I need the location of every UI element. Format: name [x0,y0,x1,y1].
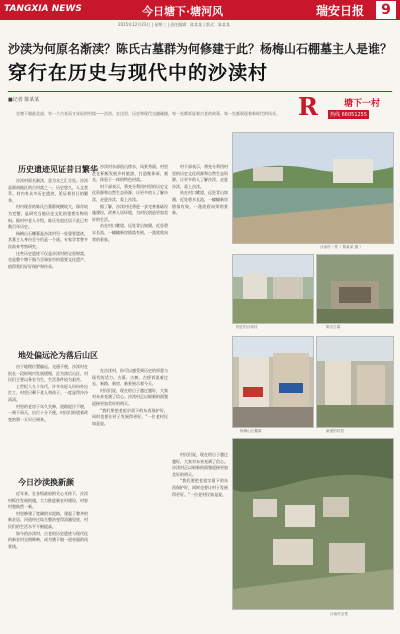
column-logo [298,92,394,122]
middle-col-1 [92,164,168,364]
photo-modern-village-image [233,255,313,323]
caption-4: 杨梅山石棚墓 [240,429,262,433]
paragraph: 村干部表示，将充分利用村里的历史文化资源和自然生态资源，让更多的人了解沙渎、走进沙渎、爱上沙渎。 [92,183,168,202]
photo-aerial-village-image [233,439,393,609]
paragraph: 杨梅山石棚墓是沙渎村另一处重要遗迹，其墓主人身份至今仍是一个谜。专家学者曾多次前来考察研究。 [8,230,88,249]
photo-new-houses [316,336,394,428]
logo-letter: R [298,92,318,121]
article-intro: 在塘下镇最北部，有一个古老而又年轻的村落——沙渎。在这里，历史和现代交融碰撞，每一处都诉说着古老的故事，每一处都展现着新时代的风采。 [16,111,280,116]
paragraph: 站在村口眺望，远处青山如黛，近处碧水长流，一幢幢新房错落有致，一派欣欣向荣的景象。 [92,223,168,242]
paragraph: 这些历史遗迹不仅是沙渎村的宝贵财富，也是整个塘下镇乃至瑞安市的重要文化遗产，值得我们好好保护和传承。 [8,250,88,269]
article-kicker: 沙渎为何原名渐渎？陈氏古墓群为何修建于此？杨梅山石棚墓主人是谁？ [8,42,393,56]
byline: ■记者 陈某某 [8,97,40,103]
article-headline: 穿行在历史与现代中的沙渎村 [8,62,269,84]
photo-new-houses-image [317,337,393,427]
section-1-col [8,178,88,346]
photo-ancient-tomb-image [317,255,393,323]
masthead-bar [0,0,400,20]
paragraph: 村里修建了宽阔的水泥路，建起了整齐的新农居，河道经过综合整治变得清澈见底，村民们的生活水平不断提高。 [8,510,88,529]
middle-col-4 [172,452,228,628]
paragraph: “我们要把老祖宗留下的东西保护好，同时也要让村子发展得更好。”一位老村民如是说。 [172,478,228,497]
section-heading-1: 历史遗迹见证昔日繁华 [18,165,98,174]
caption-3: 陈氏古墓 [326,325,341,329]
paragraph: 村干部表示，将充分利用村里的历史文化资源和自然生态资源，让更多的人了解沙渎、走进沙渎、爱上沙渎。 [172,164,228,189]
middle-col-3 [172,164,228,364]
caption-2: 现在的沙渎村 [236,325,258,329]
photo-shop-street [232,336,314,428]
paragraph: 沙渎村东部依山傍水，风景秀丽。村里正在积极发展乡村旅游，打造集休闲、观光、体验于一体的特色村落。 [92,164,168,183]
paragraph: 站在村口眺望，远处青山如黛，近处碧水长流，一幢幢新房错落有致，一派欣欣向荣的景象。 [172,190,228,216]
photo-aerial-village [232,438,394,610]
paragraph: 上世纪八九十年代，许多年轻人纷纷外出打工，村里只剩下老人和孩子，一度显得冷冷清清。 [8,383,88,402]
caption-5: 新建的村居 [326,429,344,433]
paragraph: “我们要把老祖宗留下的东西保护好，同时也要让村子发展得更好。”一位老村民如是说。 [92,407,168,426]
section-title: 今日塘下·塘河风 [142,5,224,18]
photo-ancient-tomb [316,254,394,324]
page-number: 9 [376,1,396,19]
paragraph: 村里的老房子年久失修，道路泥泞不堪，一到下雨天，出行十分不便。村民们盼望着改变的那一天早日到来。 [8,403,88,422]
site-name: TANGXIA NEWS [4,4,82,14]
logo-phone: 热线 66051255 [330,112,368,118]
section-heading-3: 今日沙渎换新颜 [18,478,74,487]
paragraph: 沙渎村原名渐渎，意为水之汇合处。沙渎是浙南地区的古村落之一，历史悠久，人文荟萃。村内有众多历史遗迹，见证着昔日的繁华。 [8,178,88,203]
photo-modern-village [232,254,314,324]
logo-title: 塘下一村 [344,99,381,109]
paragraph: 在沙渎村，你可以感受到历史的厚重与现代的活力。古墓、古树、古桥诉说着过去，新路、新房、新景展示着今天。 [92,368,168,387]
paragraph: 村民们说，现在的日子越过越好，大家对未来充满了信心。沙渎村正以崭新的面貌迎接更加美好的明天。 [92,387,168,406]
paragraph: 村民们说，现在的日子越过越好，大家对未来充满了信心。沙渎村正以崭新的面貌迎接更加美好的明天。 [172,452,228,477]
photo-village-pond-image [233,133,393,243]
header-divider [8,91,392,92]
photo-shop-street-image [233,337,313,427]
photo-village-pond [232,132,394,244]
paragraph: 村内现存的陈氏古墓群规模较大，保存较为完整，是研究当地历史文化的重要实物资料。据村中老人介绍，陈氏先祖迁居于此已有数百年历史。 [8,204,88,230]
section-2-col [8,364,88,472]
section-heading-2: 地处偏远沦为落后山区 [18,351,98,360]
caption-1: 沙渎村一景（ 陈某某 摄 ） [320,245,363,249]
paper-logo: 瑞安日报 [316,4,365,18]
paragraph: 近年来，在各级政府的关心支持下，沙渎村抓住发展机遇，大力推进新农村建设，村容村貌焕然一新。 [8,491,88,510]
paragraph: 如今的沙渎村，古老的历史遗迹与现代化的新农村交相辉映，成为塘下镇一道亮丽的风景线。 [8,530,88,549]
caption-6: 沙渎村全景 [330,612,348,616]
paragraph: 据了解，沙渎村还将进一步完善基础设施建设，改善人居环境，为村民创造更加美好的生活。 [92,203,168,222]
middle-col-2 [92,368,168,628]
paragraph: 由于地理位置偏远，交通不便，沙渎村在很长一段时间内发展缓慢，沦为落后山区。村民们主要以务农为生，生活条件较为艰苦。 [8,364,88,383]
section-3-col [8,491,88,629]
dateline: 2015年12月23日 | 星期三 | 责任编辑：陈某某 | 版式：陈某某 [118,22,231,27]
